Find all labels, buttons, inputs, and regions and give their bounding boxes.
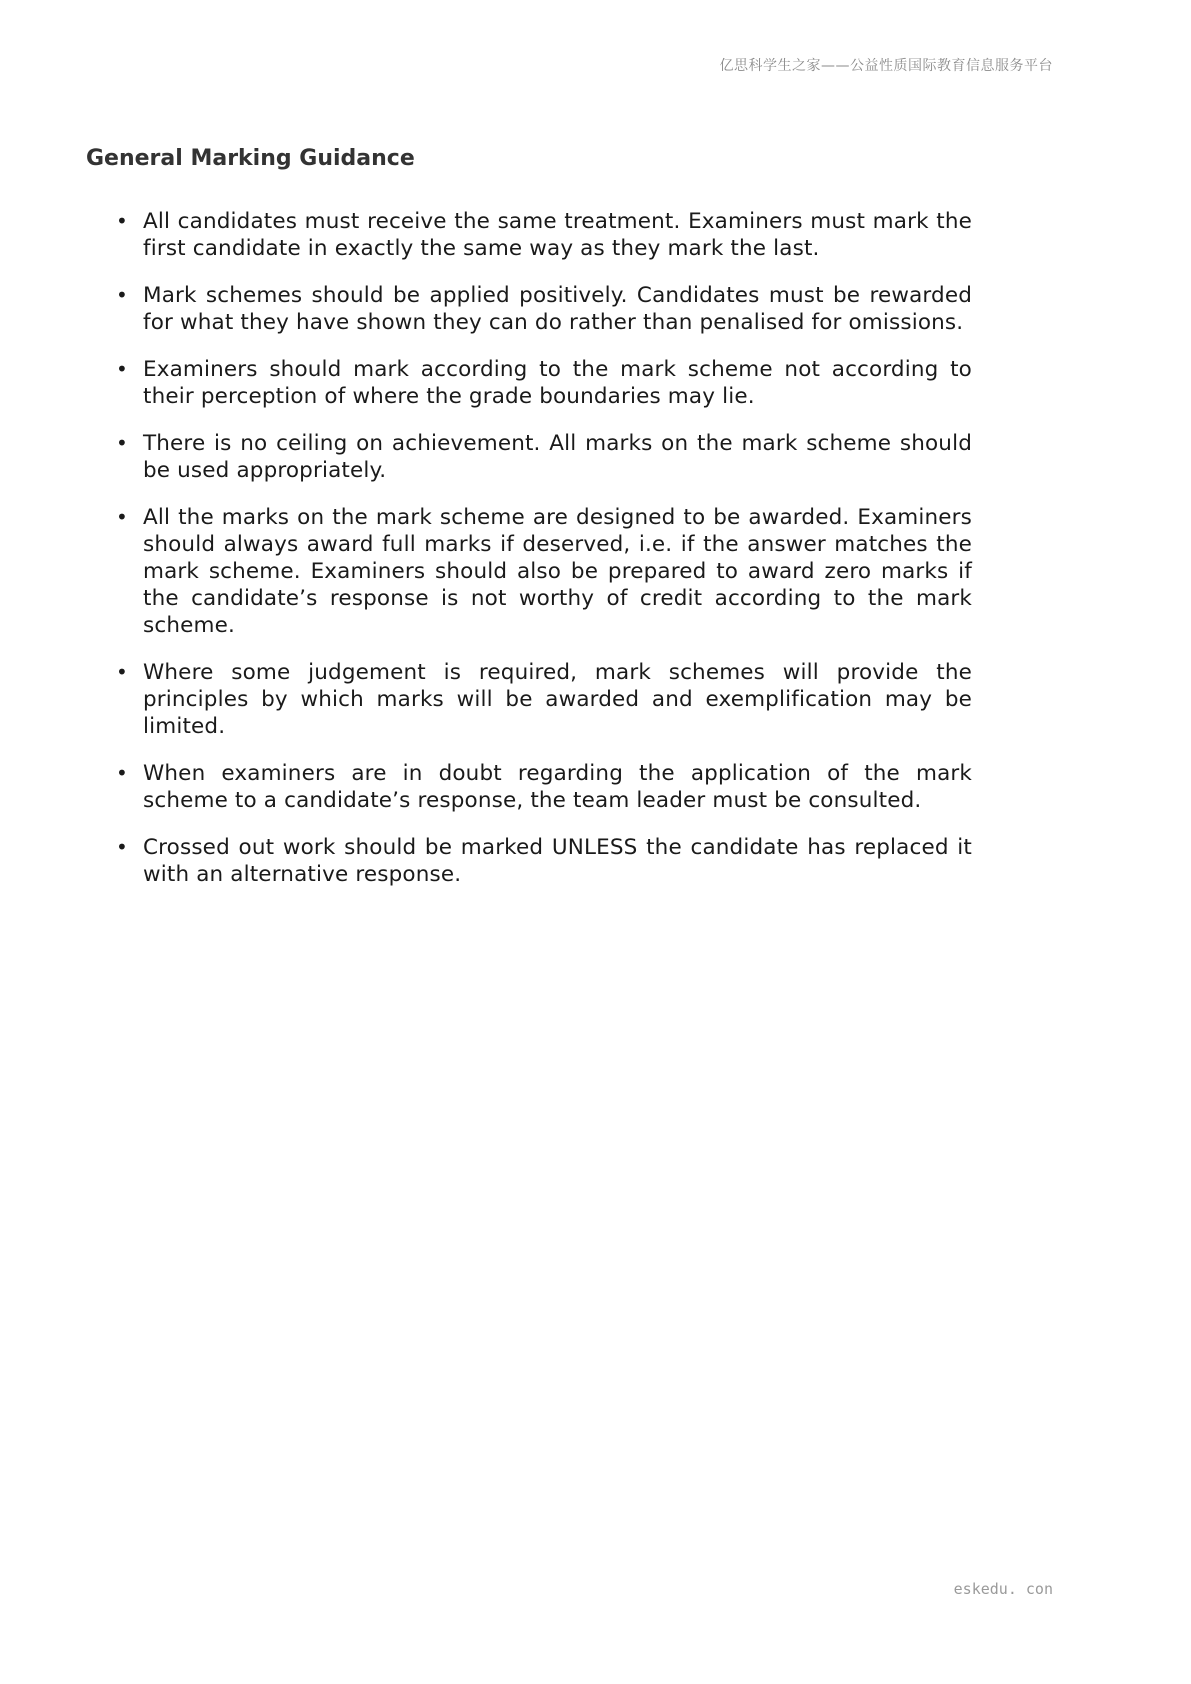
page-footer: eskedu. con <box>953 1580 1053 1598</box>
bullet-icon: • <box>116 835 128 859</box>
bullet-icon: • <box>116 431 128 455</box>
guidance-text: There is no ceiling on achievement. All marks on the mark scheme should be used appropriately. <box>143 431 972 483</box>
bullet-icon: • <box>116 761 128 785</box>
guidance-list <box>112 208 972 908</box>
guidance-item <box>112 760 972 814</box>
page-header: 亿思科学生之家——公益性质国际教育信息服务平台 <box>719 58 1053 74</box>
section-title: General Marking Guidance <box>86 146 415 171</box>
bullet-icon: • <box>116 505 128 529</box>
guidance-text: Mark schemes should be applied positively. Candidates must be rewarded for what they have shown they can do rather than penalised for omissions. <box>143 283 972 335</box>
guidance-text: All candidates must receive the same treatment. Examiners must mark the first candidate in exactly the same way as they mark the last. <box>143 209 972 261</box>
guidance-item <box>112 659 972 740</box>
guidance-item <box>112 208 972 262</box>
bullet-icon: • <box>116 283 128 307</box>
guidance-item <box>112 356 972 410</box>
guidance-text: When examiners are in doubt regarding the application of the mark scheme to a candidate’s response, the team leader must be consulted. <box>143 761 972 813</box>
guidance-item <box>112 504 972 639</box>
guidance-item <box>112 430 972 484</box>
bullet-icon: • <box>116 660 128 684</box>
guidance-text: Where some judgement is required, mark schemes will provide the principles by which marks will be awarded and exemplification may be limited. <box>143 660 972 739</box>
guidance-text: All the marks on the mark scheme are designed to be awarded. Examiners should always award full marks if deserved, i.e. if the answer matches the mark scheme. Examiners should also be prepared to award zero marks if the candidate’s response is not worthy of credit according to the mark scheme. <box>143 505 972 638</box>
bullet-icon: • <box>116 357 128 381</box>
bullet-icon: • <box>116 209 128 233</box>
guidance-item <box>112 834 972 888</box>
guidance-text: Crossed out work should be marked UNLESS the candidate has replaced it with an alternative response. <box>143 835 972 887</box>
guidance-item <box>112 282 972 336</box>
guidance-text: Examiners should mark according to the mark scheme not according to their perception of where the grade boundaries may lie. <box>143 357 972 409</box>
